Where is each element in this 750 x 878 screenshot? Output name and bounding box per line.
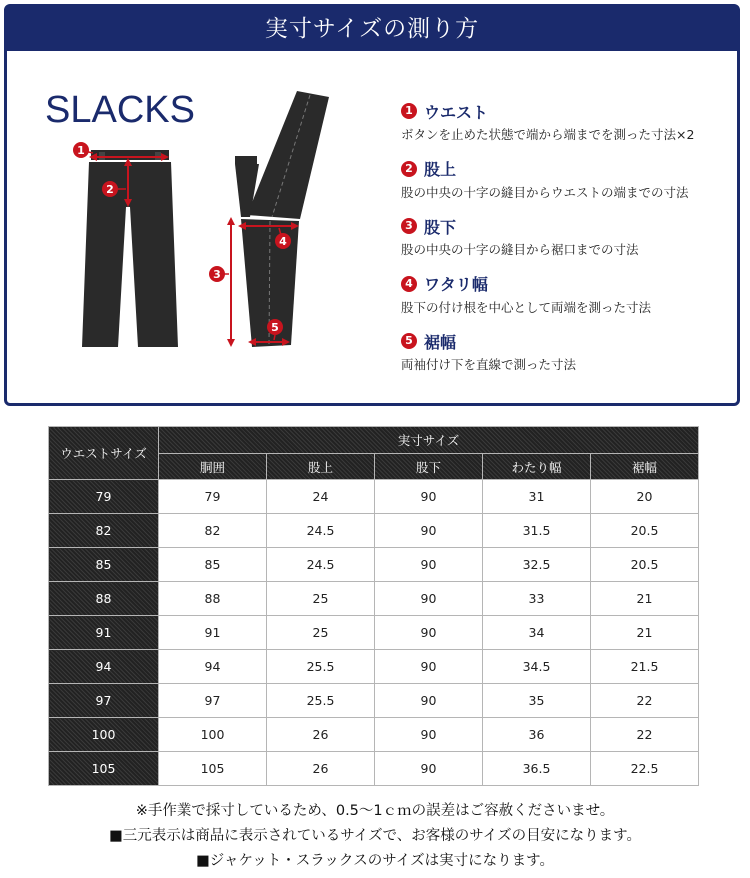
- legend-num-icon: 4: [401, 276, 417, 292]
- legend-desc: 股の中央の十字の縫目から裾口までの寸法: [401, 242, 639, 257]
- legend-desc: 両袖付け下を直線で測った寸法: [401, 357, 577, 372]
- table-cell: 97: [159, 684, 267, 718]
- legend-desc: 股の中央の十字の縫目からウエストの端までの寸法: [401, 184, 689, 200]
- waist-size-cell: 88: [49, 582, 159, 616]
- table-cell: 90: [375, 480, 483, 514]
- waist-size-cell: 105: [49, 752, 159, 786]
- legend-item-waist: [401, 99, 741, 157]
- table-cell: 90: [375, 650, 483, 684]
- table-cell: 26: [267, 752, 375, 786]
- table-cell: 105: [159, 752, 267, 786]
- waist-size-cell: 94: [49, 650, 159, 684]
- size-column-header: ウエストサイズ: [49, 427, 159, 480]
- legend-title: 裾幅: [424, 332, 457, 352]
- table-cell: 85: [159, 548, 267, 582]
- column-header: わたり幅: [483, 454, 591, 480]
- legend-item-inseam: [401, 214, 741, 272]
- legend-num-icon: 2: [401, 161, 417, 177]
- measurement-legend: [401, 99, 741, 387]
- table-cell: 79: [159, 480, 267, 514]
- legend-title: ワタリ幅: [424, 275, 488, 294]
- marker-1-label: 1: [77, 144, 85, 157]
- table-cell: 90: [375, 616, 483, 650]
- table-cell: 90: [375, 684, 483, 718]
- legend-title: 股下: [424, 217, 457, 237]
- legend-desc: ボタンを止めた状態で端から端までを測った寸法×2: [401, 127, 695, 142]
- table-cell: 20: [591, 480, 699, 514]
- marker-4-label: 4: [279, 235, 287, 248]
- note-tolerance: ※手作業で採寸しているため、0.5～1ｃｍの誤差はご容赦くださいませ。: [135, 803, 615, 819]
- legend-desc: 股下の付け根を中心として両端を測った寸法: [401, 299, 652, 315]
- legend-title: ウエスト: [424, 102, 489, 122]
- model-label: SLACKS: [45, 89, 195, 131]
- table-cell: 21.5: [591, 650, 699, 684]
- table-cell: 21: [591, 582, 699, 616]
- marker-5-label: 5: [271, 321, 279, 334]
- waist-size-cell: 100: [49, 718, 159, 752]
- waist-size-cell: 82: [49, 514, 159, 548]
- waist-size-cell: 97: [49, 684, 159, 718]
- note-actual-size: ■ジャケット・スラックスのサイズは実寸になります。: [196, 853, 554, 869]
- column-header: 裾幅: [591, 454, 699, 480]
- actual-size-group-header: 実寸サイズ: [159, 427, 699, 454]
- table-cell: 22.5: [591, 752, 699, 786]
- legend-item-rise: [401, 157, 741, 215]
- measurement-guide-panel: [4, 4, 740, 406]
- column-header: 胴囲: [159, 454, 267, 480]
- table-cell: 24.5: [267, 548, 375, 582]
- table-cell: 20.5: [591, 514, 699, 548]
- waist-size-cell: 91: [49, 616, 159, 650]
- table-cell: 34.5: [483, 650, 591, 684]
- table-cell: 24.5: [267, 514, 375, 548]
- table-cell: 21: [591, 616, 699, 650]
- table-cell: 34: [483, 616, 591, 650]
- note-size-label: ■三元表示は商品に表示されているサイズで、お客様のサイズの目安になります。: [109, 828, 641, 844]
- table-row: [49, 718, 699, 752]
- slacks-illustration: [7, 7, 397, 402]
- waist-size-cell: 79: [49, 480, 159, 514]
- table-cell: 24: [267, 480, 375, 514]
- marker-3-label: 3: [213, 268, 221, 281]
- table-cell: 88: [159, 582, 267, 616]
- table-cell: 22: [591, 718, 699, 752]
- table-cell: 25.5: [267, 684, 375, 718]
- table-cell: 100: [159, 718, 267, 752]
- legend-item-hem: [401, 329, 741, 387]
- legend-num-icon: 5: [401, 333, 417, 349]
- column-header: 股下: [375, 454, 483, 480]
- table-row: [49, 548, 699, 582]
- table-row: [49, 752, 699, 786]
- column-header: 股上: [267, 454, 375, 480]
- table-cell: 82: [159, 514, 267, 548]
- legend-num-icon: 3: [401, 218, 417, 234]
- table-cell: 90: [375, 548, 483, 582]
- marker-2-label: 2: [106, 183, 114, 196]
- table-row: [49, 480, 699, 514]
- table-cell: 94: [159, 650, 267, 684]
- waist-size-cell: 85: [49, 548, 159, 582]
- table-cell: 90: [375, 582, 483, 616]
- legend-title: 股上: [424, 160, 457, 179]
- table-cell: 22: [591, 684, 699, 718]
- front-view-slacks: [82, 150, 178, 347]
- table-cell: 20.5: [591, 548, 699, 582]
- table-cell: 90: [375, 752, 483, 786]
- table-cell: 25.5: [267, 650, 375, 684]
- table-cell: 36: [483, 718, 591, 752]
- table-cell: 31: [483, 480, 591, 514]
- table-cell: 35: [483, 684, 591, 718]
- table-cell: 90: [375, 718, 483, 752]
- folded-view-slacks: [235, 91, 329, 347]
- table-cell: 25: [267, 582, 375, 616]
- guide-title: 実寸サイズの測り方: [7, 7, 737, 51]
- table-row: [49, 616, 699, 650]
- table-cell: 33: [483, 582, 591, 616]
- table-row: [49, 684, 699, 718]
- table-row: [49, 582, 699, 616]
- table-cell: 25: [267, 616, 375, 650]
- table-row: [49, 514, 699, 548]
- table-cell: 32.5: [483, 548, 591, 582]
- table-cell: 26: [267, 718, 375, 752]
- legend-num-icon: 1: [401, 103, 417, 119]
- table-cell: 31.5: [483, 514, 591, 548]
- table-cell: 36.5: [483, 752, 591, 786]
- size-table: [48, 426, 699, 786]
- table-row: [49, 650, 699, 684]
- table-cell: 90: [375, 514, 483, 548]
- legend-item-thigh: [401, 272, 741, 330]
- table-cell: 91: [159, 616, 267, 650]
